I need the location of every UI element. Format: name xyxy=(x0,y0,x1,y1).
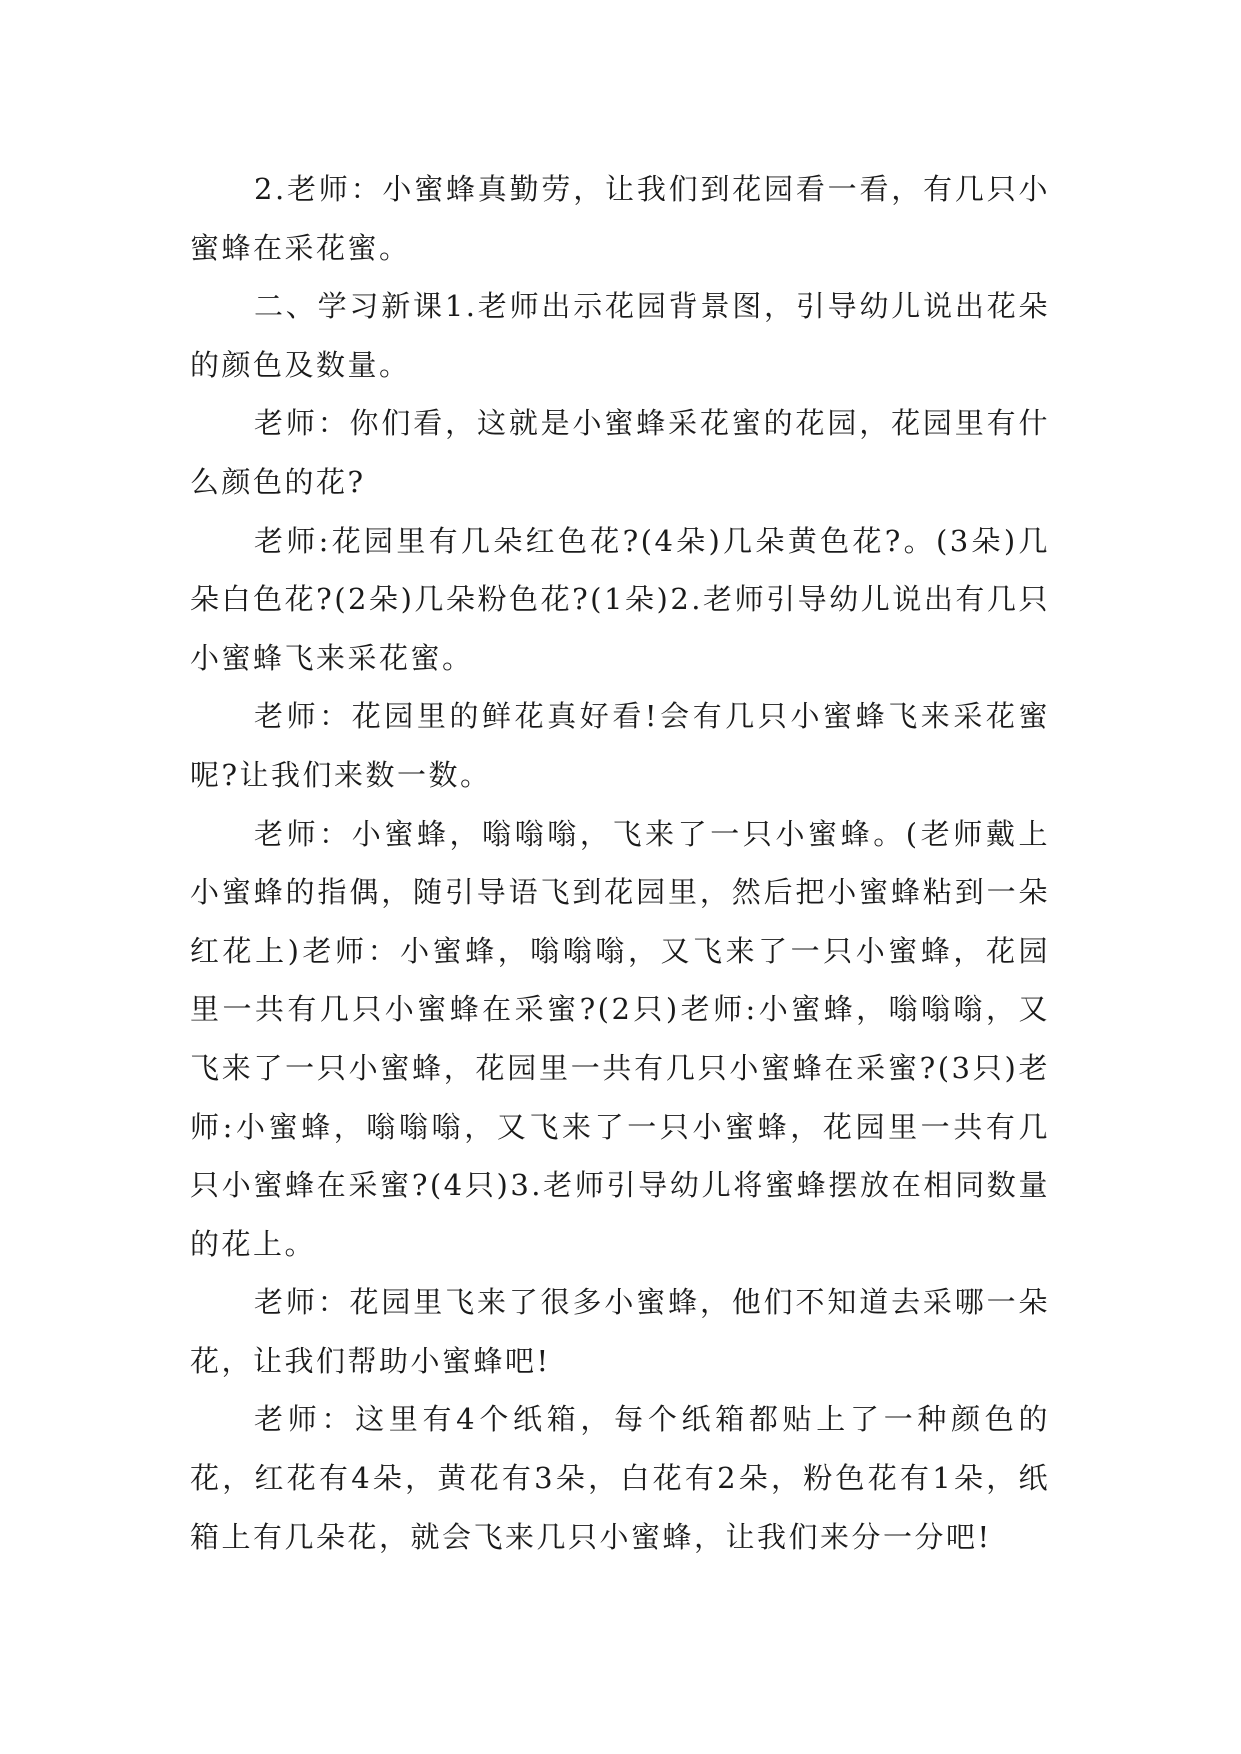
paragraph: 老师：花园里的鲜花真好看!会有几只小蜜蜂飞来采花蜜呢?让我们来数一数。 xyxy=(190,699,1050,792)
paragraph: 2.老师：小蜜蜂真勤劳，让我们到花园看一看，有几只小蜜蜂在采花蜜。 xyxy=(190,172,1050,265)
paragraph: 老师：你们看，这就是小蜜蜂采花蜜的花园，花园里有什么颜色的花? xyxy=(190,406,1050,499)
paragraph: 老师:花园里有几朵红色花?(4朵)几朵黄色花?。(3朵)几朵白色花?(2朵)几朵粉色花?(1朵)2.老师引导幼儿说出有几只小蜜蜂飞来采花蜜。 xyxy=(190,523,1050,675)
paragraph: 二、学习新课1.老师出示花园背景图，引导幼儿说出花朵的颜色及数量。 xyxy=(190,289,1050,382)
document-body xyxy=(190,160,1050,1566)
paragraph: 老师：花园里飞来了很多小蜜蜂，他们不知道去采哪一朵花，让我们帮助小蜜蜂吧! xyxy=(190,1285,1050,1378)
paragraph: 老师：小蜜蜂，嗡嗡嗡，飞来了一只小蜜蜂。(老师戴上小蜜蜂的指偶，随引导语飞到花园里，然后把小蜜蜂粘到一朵红花上)老师：小蜜蜂，嗡嗡嗡，又飞来了一只小蜜蜂，花园里一共有几只小蜜蜂在采蜜?(2只)老师:小蜜蜂，嗡嗡嗡，又飞来了一只小蜜蜂，花园里一共有几只小蜜蜂在采蜜?(3只)老师:小蜜蜂，嗡嗡嗡，又飞来了一只小蜜蜂，花园里一共有几只小蜜蜂在采蜜?(4只)3.老师引导幼儿将蜜蜂摆放在相同数量的花上。 xyxy=(190,816,1050,1261)
paragraph: 老师：这里有4个纸箱，每个纸箱都贴上了一种颜色的花，红花有4朵，黄花有3朵，白花有2朵，粉色花有1朵，纸箱上有几朵花，就会飞来几只小蜜蜂，让我们来分一分吧! xyxy=(190,1402,1050,1554)
